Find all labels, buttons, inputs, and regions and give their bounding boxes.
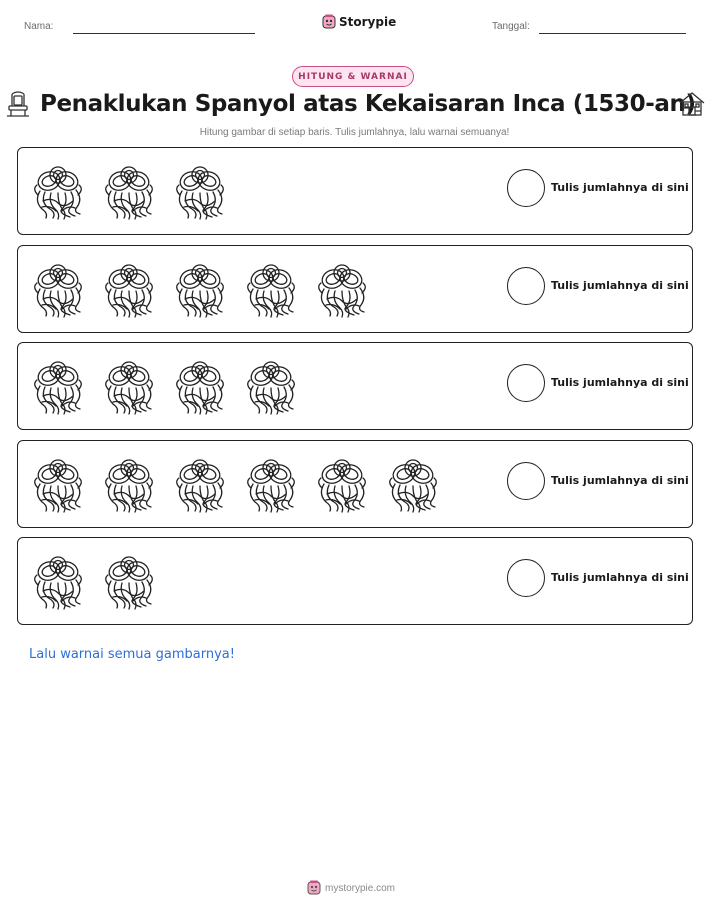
noodle-bundle-icon[interactable]: [312, 259, 372, 319]
worksheet-header: [0, 12, 709, 42]
noodle-bundle-icon[interactable]: [241, 259, 301, 319]
noodle-bundle-icon[interactable]: [170, 259, 230, 319]
answer-label: Tulis jumlahnya di sini: [551, 376, 689, 389]
noodle-bundle-icon[interactable]: [99, 161, 159, 221]
counting-rows: [17, 147, 693, 635]
noodle-bundle-icon[interactable]: [28, 454, 88, 514]
throne-icon: [5, 90, 31, 118]
noodle-bundle-icon[interactable]: [170, 161, 230, 221]
noodle-bundle-icon[interactable]: [28, 551, 88, 611]
name-line[interactable]: [73, 33, 255, 34]
picture-group: [28, 259, 372, 319]
site-url: mystorypie.com: [325, 882, 396, 894]
noodle-bundle-icon[interactable]: [241, 454, 301, 514]
activity-badge: HITUNG & WARNAI: [292, 66, 414, 87]
noodle-bundle-icon[interactable]: [99, 551, 159, 611]
noodle-bundle-icon[interactable]: [312, 454, 372, 514]
answer-label: Tulis jumlahnya di sini: [551, 571, 689, 584]
answer-label: Tulis jumlahnya di sini: [551, 181, 689, 194]
instructions: Hitung gambar di setiap baris. Tulis jumlahnya, lalu warnai semuanya!: [199, 127, 510, 138]
answer-circle[interactable]: [507, 169, 545, 207]
picture-group: [28, 454, 443, 514]
noodle-bundle-icon[interactable]: [99, 356, 159, 416]
picture-group: [28, 551, 159, 611]
counting-row: [17, 342, 693, 430]
site-footer: [307, 880, 395, 896]
answer-label: Tulis jumlahnya di sini: [551, 473, 689, 487]
brand: [322, 14, 396, 30]
counting-row: [17, 440, 693, 528]
date-label: Tanggal:: [492, 21, 530, 32]
answer-circle[interactable]: [507, 364, 545, 402]
answer-circle[interactable]: [507, 462, 545, 500]
noodle-bundle-icon[interactable]: [99, 454, 159, 514]
answer-label: Tulis jumlahnya di sini: [551, 278, 689, 292]
noodle-bundle-icon[interactable]: [28, 259, 88, 319]
noodle-bundle-icon[interactable]: [99, 259, 159, 319]
picture-group: [28, 161, 230, 221]
noodle-bundle-icon[interactable]: [28, 161, 88, 221]
noodle-bundle-icon[interactable]: [170, 454, 230, 514]
noodle-bundle-icon[interactable]: [241, 356, 301, 416]
noodle-bundle-icon[interactable]: [383, 454, 443, 514]
storypie-logo-icon: [322, 14, 336, 30]
storypie-logo-icon: [307, 880, 321, 896]
name-label: Nama:: [24, 21, 54, 32]
picture-group: [28, 356, 301, 416]
counting-row: [17, 537, 693, 625]
noodle-bundle-icon[interactable]: [28, 356, 88, 416]
page-title: Penaklukan Spanyol atas Kekaisaran Inca (1530-an): [40, 91, 696, 117]
footer-note: Lalu warnai semua gambarnya!: [29, 647, 235, 662]
counting-row: [17, 147, 693, 235]
counting-row: [17, 245, 693, 333]
noodle-bundle-icon[interactable]: [170, 356, 230, 416]
brand-name: Storypie: [339, 15, 397, 29]
date-line[interactable]: [539, 33, 686, 34]
answer-circle[interactable]: [507, 267, 545, 305]
answer-circle[interactable]: [507, 559, 545, 597]
house-icon: [678, 90, 706, 118]
